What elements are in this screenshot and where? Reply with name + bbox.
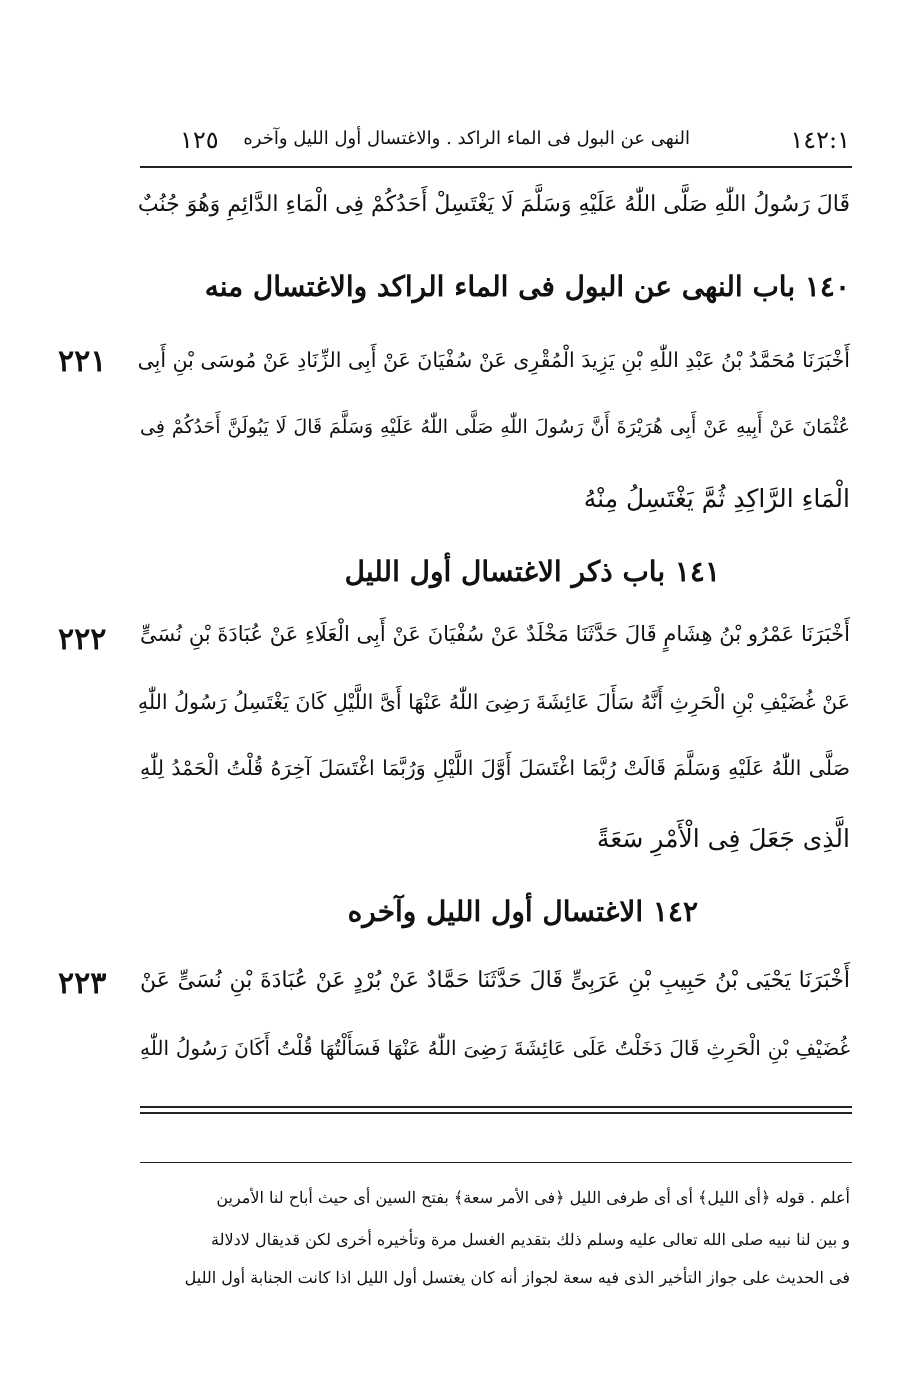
hadith-222-line-4: الَّذِى جَعَلَ فِى الْأَمْرِ سَعَةً bbox=[596, 824, 850, 853]
footnote-line-1: أعلم . قوله ﴿أى الليل﴾ أى أى طرفى الليل ﴿فى الأمر سعة﴾ بفتح السين أى حيث أباح لنا الأمرين bbox=[216, 1188, 850, 1207]
hadith-223-line-1: أَخْبَرَنَا يَحْيَى بْنُ حَبِيبِ بْنِ عَرَبِىٍّ قَالَ حَدَّثَنَا حَمَّادٌ عَنْ بُرْدٍ عَنْ عُبَادَةَ بْنِ نُسَىٍّ عَنْ bbox=[140, 968, 850, 993]
hadith-223-line-2: غُضَيْفِ بْنِ الْحَرِثِ قَالَ دَخَلْتُ عَلَى عَائِشَةَ رَضِىَ اللّٰهُ عَنْهَا فَسَأَلْتُهَا قُلْتُ أَكَانَ رَسُولُ اللّٰهِ bbox=[140, 1036, 850, 1060]
text-end-rule-second bbox=[140, 1112, 852, 1114]
hadith-222-line-3: صَلَّى اللّٰهُ عَلَيْهِ وَسَلَّمَ قَالَتْ رُبَّمَا اغْتَسَلَ أَوَّلَ اللَّيْلِ وَرُبَّمَا اغْتَسَلَ آخِرَهُ قُلْتُ الْحَمْدُ لِلّٰهِ bbox=[140, 756, 850, 780]
chapter-heading-141: ١٤١ باب ذكر الاغتسال أول الليل bbox=[344, 555, 720, 588]
header-rule bbox=[140, 166, 852, 168]
page-header bbox=[140, 120, 850, 162]
hadith-number-223: ٢٢٣ bbox=[58, 966, 107, 1001]
continuation-line: قَالَ رَسُولُ اللّٰهِ صَلَّى اللّٰهُ عَلَيْهِ وَسَلَّمَ لَا يَغْتَسِلْ أَحَدُكُمْ فِى الْمَاءِ الدَّائِمِ وَهُوَ جُنُبٌ bbox=[137, 192, 850, 217]
hadith-222-line-2: عَنْ غُضَيْفِ بْنِ الْحَرِثِ أَنَّهُ سَأَلَ عَائِشَةَ رَضِىَ اللّٰهُ عَنْهَا أَىَّ اللَّيْلِ كَانَ يَغْتَسِلُ رَسُولُ اللّٰهِ bbox=[137, 690, 850, 714]
hadith-221-line-1: أَخْبَرَنَا مُحَمَّدُ بْنُ عَبْدِ اللّٰهِ بْنِ يَزِيدَ الْمُقْرِى عَنْ سُفْيَانَ عَنْ أَبِى الزِّنَادِ عَنْ مُوسَى بْنِ أَبِى bbox=[137, 348, 850, 372]
hadith-number-221: ٢٢١ bbox=[58, 344, 107, 379]
hadith-221-line-2: عُثْمَانَ عَنْ أَبِيهِ عَنْ أَبِى هُرَيْرَةَ أَنَّ رَسُولَ اللّٰهِ صَلَّى اللّٰهُ عَلَيْهِ وَسَلَّمَ قَالَ لَا يَبُولَنَّ أَحَدُكُمْ فِى bbox=[140, 416, 850, 438]
hadith-number-222: ٢٢٢ bbox=[58, 622, 107, 657]
footnote-rule bbox=[140, 1162, 852, 1163]
footnote-line-3: فى الحديث على جواز التأخير الذى فيه سعة لجواز أنه كان يغتسل أول الليل اذا كانت الجنابة أول الليل bbox=[184, 1268, 850, 1287]
chapter-heading-142: ١٤٢ الاغتسال أول الليل وآخره bbox=[347, 895, 698, 928]
text-end-rule bbox=[140, 1106, 852, 1108]
footnote-line-2: و بين لنا نبيه صلى الله تعالى عليه وسلم ذلك بتقديم الغسل مرة وتأخيره أخرى لكن قديقال لادلالة bbox=[211, 1230, 850, 1249]
hadith-222-line-1: أَخْبَرَنَا عَمْرُو بْنُ هِشَامٍ قَالَ حَدَّثَنَا مَخْلَدٌ عَنْ سُفْيَانَ عَنْ أَبِى الْعَلَاءِ عَنْ عُبَادَةَ بْنِ نُسَىٍّ bbox=[140, 622, 850, 646]
hadith-221-line-3: الْمَاءِ الرَّاكِدِ ثُمَّ يَغْتَسِلُ مِنْهُ bbox=[583, 484, 850, 513]
page-number: ١٢٥ bbox=[180, 126, 219, 154]
chapter-reference: ١٤٢:١ bbox=[790, 126, 850, 154]
running-title: النهى عن البول فى الماء الراكد . والاغتسال أول الليل وآخره bbox=[243, 128, 690, 149]
chapter-heading-140: ١٤٠ باب النهى عن البول فى الماء الراكد والاغتسال منه bbox=[204, 270, 850, 303]
